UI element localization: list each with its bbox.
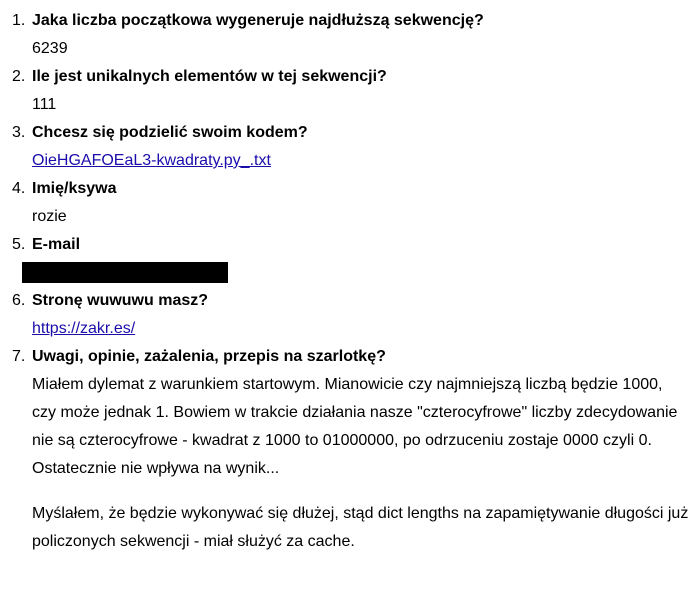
item-number: 2. [12, 68, 26, 85]
answer-value: rozie [32, 208, 67, 225]
email-answer [32, 259, 700, 287]
question-label: Jaka liczba początkowa wygeneruje najdłuższą sekwencję? [32, 12, 484, 29]
question-label: Stronę wuwuwu masz? [32, 292, 209, 309]
question-label: Imię/ksywa [32, 180, 117, 197]
answer-value [32, 315, 700, 343]
item-number: 5. [12, 236, 26, 253]
item-number: 3. [12, 124, 26, 141]
question-label: E-mail [32, 236, 81, 253]
item-number: 1. [12, 12, 26, 29]
answer-item-5 [0, 231, 700, 287]
answers-list [0, 7, 700, 556]
answer-item-7 [0, 343, 700, 556]
website-link[interactable]: https://zakr.es/ [32, 320, 136, 337]
answer-value: 111 [32, 96, 57, 113]
answer-value [32, 147, 700, 175]
question-label: Uwagi, opinie, zażalenia, przepis na szarlotkę? [32, 348, 386, 365]
answer-item-1 [0, 7, 700, 63]
redacted-email-block [22, 262, 228, 283]
comment-paragraph-2: Myślałem, że będzie wykonywać się dłużej, stąd dict lengths na zapamiętywanie długości już policzonych sekwencji - miał służyć za cache. [32, 505, 689, 550]
answer-item-6 [0, 287, 700, 343]
item-number: 4. [12, 180, 26, 197]
answer-item-3 [0, 119, 700, 175]
item-number: 6. [12, 292, 26, 309]
answer-item-4 [0, 175, 700, 231]
answer-value: 6239 [32, 40, 68, 57]
code-file-link[interactable]: OieHGAFOEaL3-kwadraty.py_.txt [32, 152, 271, 169]
item-number: 7. [12, 348, 26, 365]
question-label: Chcesz się podzielić swoim kodem? [32, 124, 308, 141]
answer-item-2 [0, 63, 700, 119]
comment-paragraph-1: Miałem dylemat z warunkiem startowym. Mianowicie czy najmniejszą liczbą będzie 1000, czy może jednak 1. Bowiem w trakcie działania nasze "czterocyfrowe" liczby zdecydowanie nie są czterocyfrowe - kwadrat z 1000 to 01000000, po odrzuceniu zostaje 0000 czyli 0. Ostatecznie nie wpływa na wynik... [32, 376, 678, 477]
question-label: Ile jest unikalnych elementów w tej sekwencji? [32, 68, 387, 85]
